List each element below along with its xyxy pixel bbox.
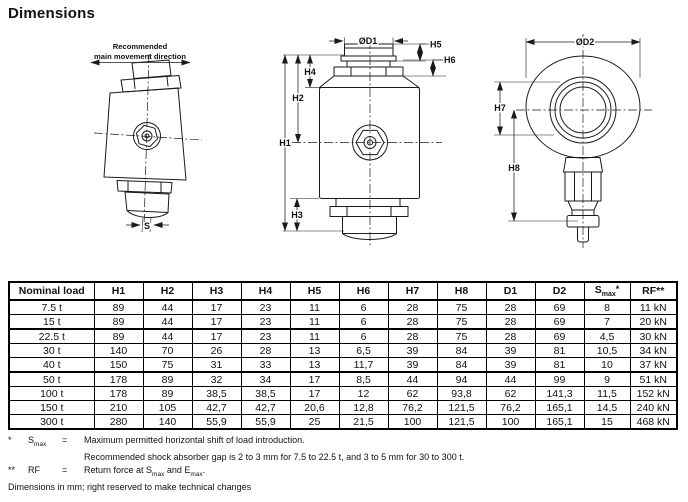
cell-h6: 12 (339, 387, 388, 401)
h3-label: H3 (291, 210, 303, 220)
cell-h2: 105 (143, 401, 192, 415)
s-dimension (126, 218, 169, 232)
cell-nominal-load: 300 t (9, 415, 94, 430)
col-header-h5: H5 (290, 282, 339, 300)
cell-nominal-load: 30 t (9, 344, 94, 358)
col-header-h3: H3 (192, 282, 241, 300)
h6-label: H6 (444, 55, 456, 65)
cell-h2: 89 (143, 372, 192, 387)
cell-h2: 70 (143, 344, 192, 358)
table-row (9, 372, 677, 387)
smax-asterisk: * (615, 283, 620, 294)
cell-h4: 34 (241, 372, 290, 387)
table-row (9, 315, 677, 330)
cell-h6: 6 (339, 329, 388, 344)
cell-h5: 20,6 (290, 401, 339, 415)
cell-h3: 26 (192, 344, 241, 358)
col-header-h4: H4 (241, 282, 290, 300)
cell-smax: 11,5 (584, 387, 630, 401)
cell-h1: 150 (94, 358, 143, 373)
cell-h7: 39 (388, 344, 437, 358)
footnote-equals: = (62, 464, 68, 475)
table-row (9, 415, 677, 430)
cell-h1: 89 (94, 329, 143, 344)
h8-label: H8 (508, 163, 520, 173)
col-header-h6: H6 (339, 282, 388, 300)
dimensions-note (8, 481, 680, 494)
cell-h4: 33 (241, 358, 290, 373)
cell-h7: 39 (388, 358, 437, 373)
cell-h4: 42,7 (241, 401, 290, 415)
cell-d1: 62 (486, 387, 535, 401)
cell-h7: 28 (388, 315, 437, 330)
h5-label: H5 (430, 39, 442, 50)
rf-text-1: Return force at (84, 464, 147, 475)
footnote-smax (8, 434, 680, 451)
cell-h3: 32 (192, 372, 241, 387)
cell-h5: 11 (290, 329, 339, 344)
cell-h6: 8,5 (339, 372, 388, 387)
cell-h1: 210 (94, 401, 143, 415)
cell-smax: 7 (584, 315, 630, 330)
cell-h5: 13 (290, 358, 339, 373)
cell-h7: 28 (388, 329, 437, 344)
cell-rf: 37 kN (630, 358, 677, 373)
cell-smax: 4,5 (584, 329, 630, 344)
cell-d2: 165,1 (535, 415, 584, 430)
cell-nominal-load: 7.5 t (9, 300, 94, 315)
cell-d1: 100 (486, 415, 535, 430)
smax-symbol-base: S (28, 435, 35, 445)
smax-symbol-sub: max (34, 440, 47, 448)
cell-d2: 99 (535, 372, 584, 387)
cell-h8: 75 (437, 315, 486, 330)
cell-h8: 84 (437, 344, 486, 358)
rf-emax-sub: max (190, 470, 203, 478)
cell-nominal-load: 15 t (9, 315, 94, 330)
left-view-drawing (91, 42, 202, 232)
cell-nominal-load: 150 t (9, 401, 94, 415)
cell-smax: 14,5 (584, 401, 630, 415)
cell-h8: 84 (437, 358, 486, 373)
cell-rf: 152 kN (630, 387, 677, 401)
cell-h5: 13 (290, 344, 339, 358)
cell-h3: 42,7 (192, 401, 241, 415)
cell-h2: 89 (143, 387, 192, 401)
cell-h3: 17 (192, 300, 241, 315)
cell-rf: 468 kN (630, 415, 677, 430)
h1-label: H1 (279, 138, 291, 148)
cell-rf: 20 kN (630, 315, 677, 330)
cell-rf: 34 kN (630, 344, 677, 358)
cell-h8: 75 (437, 329, 486, 344)
page-title: Dimensions (8, 5, 96, 22)
direction-label-line1: Recommended (112, 42, 168, 51)
footnote-continued-text: Recommended shock absorber gap is 2 to 3 mm for 7.5 to 22.5 t, and 3 to 5 mm for 30 to 300 t. (84, 451, 465, 462)
cell-h2: 44 (143, 329, 192, 344)
footnote-symbol (28, 434, 62, 451)
cell-smax: 8 (584, 300, 630, 315)
cell-h5: 17 (290, 387, 339, 401)
cell-h1: 140 (94, 344, 143, 358)
cell-nominal-load: 100 t (9, 387, 94, 401)
cell-h2: 140 (143, 415, 192, 430)
col-header-smax (584, 282, 630, 300)
cell-h8: 121,5 (437, 415, 486, 430)
cell-h6: 6 (339, 300, 388, 315)
table-row (9, 358, 677, 373)
cell-h5: 11 (290, 300, 339, 315)
cell-h1: 89 (94, 300, 143, 315)
cell-smax: 10 (584, 358, 630, 373)
col-header-h8: H8 (437, 282, 486, 300)
table-header-row (9, 282, 677, 300)
cell-d2: 69 (535, 300, 584, 315)
cell-nominal-load: 50 t (9, 372, 94, 387)
cell-nominal-load: 40 t (9, 358, 94, 373)
cell-h2: 75 (143, 358, 192, 373)
smax-sub: max (601, 291, 616, 299)
s-label: S (143, 221, 151, 231)
col-header-nominal-load: Nominal load (9, 282, 94, 300)
top-view-drawing (494, 34, 652, 248)
table-row (9, 300, 677, 315)
cell-h1: 89 (94, 315, 143, 330)
footnote-symbol: RF (28, 464, 40, 475)
footnote-text: Maximum permitted horizontal shift of load introduction. (84, 435, 305, 445)
cell-d2: 81 (535, 344, 584, 358)
cell-h1: 178 (94, 387, 143, 401)
cell-h3: 31 (192, 358, 241, 373)
cell-d1: 44 (486, 372, 535, 387)
cell-h7: 28 (388, 300, 437, 315)
cell-h5: 25 (290, 415, 339, 430)
cell-h2: 44 (143, 300, 192, 315)
footnote-text (84, 464, 680, 481)
cell-d1: 28 (486, 300, 535, 315)
h4-label: H4 (304, 67, 316, 77)
cell-smax: 10,5 (584, 344, 630, 358)
footnote-equals: = (62, 435, 68, 445)
cell-h7: 100 (388, 415, 437, 430)
cell-h4: 38,5 (241, 387, 290, 401)
cell-d2: 69 (535, 329, 584, 344)
cell-h3: 55,9 (192, 415, 241, 430)
cell-h7: 44 (388, 372, 437, 387)
cell-h3: 17 (192, 315, 241, 330)
cell-h7: 62 (388, 387, 437, 401)
cell-d2: 81 (535, 358, 584, 373)
cell-rf: 240 kN (630, 401, 677, 415)
cell-h3: 17 (192, 329, 241, 344)
table-body (9, 300, 677, 429)
table-row (9, 329, 677, 344)
cell-h8: 75 (437, 300, 486, 315)
cell-h8: 93,8 (437, 387, 486, 401)
cell-h5: 17 (290, 372, 339, 387)
side-view-drawing (279, 36, 455, 246)
cell-d2: 141,3 (535, 387, 584, 401)
cell-rf: 11 kN (630, 300, 677, 315)
cell-h4: 23 (241, 315, 290, 330)
rf-emax-base: E (184, 464, 191, 475)
col-header-h2: H2 (143, 282, 192, 300)
dimensions-table (8, 281, 678, 430)
cell-d1: 76,2 (486, 401, 535, 415)
cell-h1: 178 (94, 372, 143, 387)
cell-h3: 38,5 (192, 387, 241, 401)
cell-h8: 94 (437, 372, 486, 387)
cell-h4: 28 (241, 344, 290, 358)
cell-h6: 12,8 (339, 401, 388, 415)
cell-h7: 76,2 (388, 401, 437, 415)
cell-h6: 6 (339, 315, 388, 330)
side-view-dimensions (279, 36, 455, 231)
cell-h8: 121,5 (437, 401, 486, 415)
cell-d1: 39 (486, 358, 535, 373)
side-view-outline (320, 44, 420, 240)
cell-d2: 69 (535, 315, 584, 330)
cell-h1: 280 (94, 415, 143, 430)
d2-label: ØD2 (575, 37, 595, 47)
col-header-h7: H7 (388, 282, 437, 300)
col-header-h1: H1 (94, 282, 143, 300)
cell-h6: 11,7 (339, 358, 388, 373)
cell-h5: 11 (290, 315, 339, 330)
table-row (9, 401, 677, 415)
footnote-marker: ** (8, 464, 16, 475)
rf-smax-sub: max (152, 470, 165, 478)
cell-smax: 9 (584, 372, 630, 387)
table-row (9, 387, 677, 401)
cell-smax: 15 (584, 415, 630, 430)
top-view-dimensions (494, 37, 640, 221)
cell-rf: 30 kN (630, 329, 677, 344)
smax-base: S (594, 283, 602, 296)
footnote-marker: * (8, 435, 12, 445)
cell-h2: 44 (143, 315, 192, 330)
cell-h6: 6,5 (339, 344, 388, 358)
cell-rf: 51 kN (630, 372, 677, 387)
rf-text-2: and (164, 464, 185, 475)
direction-label-line2: main movement direction (94, 52, 186, 61)
dimensions-note-text: Dimensions in mm; right reserved to make technical changes (8, 481, 252, 492)
col-header-rf: RF** (630, 282, 677, 300)
footnote-smax-continued (8, 451, 680, 464)
cell-nominal-load: 22.5 t (9, 329, 94, 344)
h2-label: H2 (292, 93, 304, 103)
cell-d2: 165,1 (535, 401, 584, 415)
h7-label: H7 (494, 103, 506, 113)
col-header-d1: D1 (486, 282, 535, 300)
d1-label: ØD1 (358, 36, 378, 46)
table-row (9, 344, 677, 358)
cell-h4: 23 (241, 300, 290, 315)
cell-h6: 21,5 (339, 415, 388, 430)
rf-text-3: . (202, 464, 206, 475)
footnotes (8, 434, 680, 494)
cell-d1: 28 (486, 329, 535, 344)
cell-d1: 39 (486, 344, 535, 358)
dimension-drawings (0, 26, 688, 276)
cell-h4: 23 (241, 329, 290, 344)
footnote-rf (8, 464, 680, 481)
cell-h4: 55,9 (241, 415, 290, 430)
rf-smax-base: S (146, 464, 153, 475)
cell-d1: 28 (486, 315, 535, 330)
col-header-d2: D2 (535, 282, 584, 300)
